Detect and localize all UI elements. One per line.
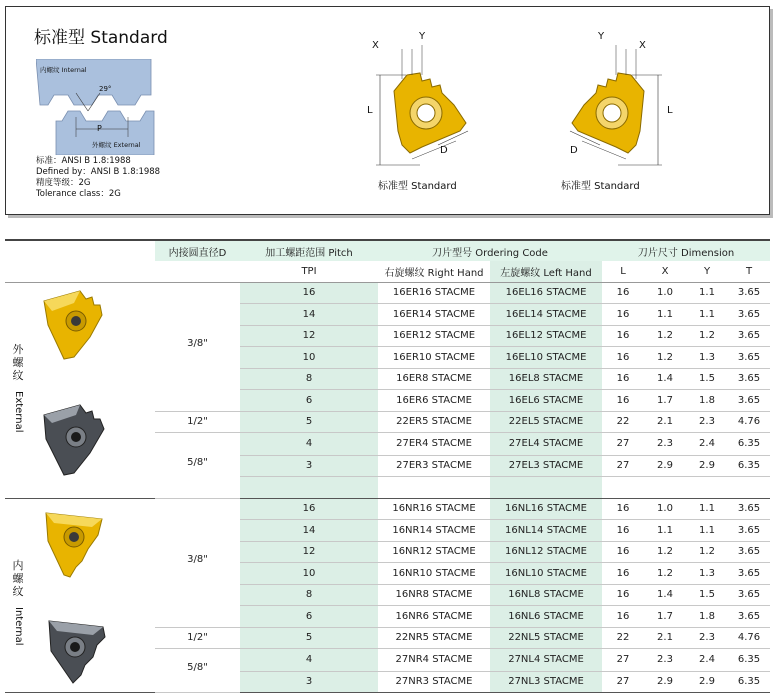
l-cell: 22 [602,627,644,649]
x-cell: 2.3 [644,433,686,456]
tpi-cell: 16 [240,282,378,304]
right-hand-code-cell: 27ER4 STACME [378,433,490,456]
dim-d-label: D [440,145,448,156]
table-row [5,498,770,520]
y-cell: 2.9 [686,455,728,477]
internal-cn-label [11,559,25,598]
left-hand-code-cell: 16EL16 STACME [490,282,602,304]
t-cell: 6.35 [728,671,770,693]
tpi-cell: 8 [240,584,378,606]
dim-y-label: Y [419,31,426,42]
left-hand-code-cell: 16NL12 STACME [490,541,602,563]
right-insert-drawing [362,35,492,175]
internal-side-cell [5,498,155,693]
y-cell: 1.3 [686,347,728,369]
x-cell: 1.7 [644,606,686,628]
y-header: Y [686,261,728,282]
y-cell: 1.2 [686,541,728,563]
l-cell: 22 [602,411,644,433]
diameter-cell: 5/8" [155,433,240,499]
right-hand-code-cell: 16ER8 STACME [378,368,490,390]
t-cell: 3.65 [728,541,770,563]
x-cell: 1.4 [644,368,686,390]
empty-cell [378,477,490,499]
left-hand-code-cell: 16NL10 STACME [490,563,602,585]
y-cell: 1.8 [686,390,728,412]
x-cell: 1.1 [644,304,686,326]
empty-cell [644,477,686,499]
t-header: T [728,261,770,282]
right-hand-code-cell: 16ER16 STACME [378,282,490,304]
tpi-cell: 10 [240,347,378,369]
x-cell: 2.3 [644,649,686,672]
right-hand-code-cell: 16ER14 STACME [378,304,490,326]
right-hand-code-cell: 16NR10 STACME [378,563,490,585]
t-cell: 4.76 [728,627,770,649]
diameter-cell: 5/8" [155,649,240,693]
x-cell: 2.9 [644,671,686,693]
x-cell: 1.1 [644,520,686,542]
l-cell: 27 [602,455,644,477]
label-char: 纹 [12,584,24,598]
left-hand-code-cell: 16NL14 STACME [490,520,602,542]
right-insert-caption: 标准型 Standard [378,181,457,192]
right-hand-code-cell: 27NR3 STACME [378,671,490,693]
tpi-cell: 12 [240,541,378,563]
angle-label: 29° [99,85,112,93]
l-cell: 16 [602,347,644,369]
empty-cell [728,477,770,499]
spec-line: 精度等级：2G [36,178,91,188]
l-cell: 27 [602,433,644,456]
right-hand-code-cell: 16NR14 STACME [378,520,490,542]
insert-table [5,239,770,693]
dim-l-label: L [667,105,673,116]
right-hand-code-cell: 16NR16 STACME [378,498,490,520]
internal-insert-dark-photo [43,611,113,687]
tpi-cell: 5 [240,627,378,649]
left-hand-code-cell: 27EL3 STACME [490,455,602,477]
l-header: L [602,261,644,282]
dimension-header: 刀片尺寸 Dimension [602,240,770,261]
x-cell: 1.2 [644,563,686,585]
left-hand-code-cell: 27NL4 STACME [490,649,602,672]
left-hand-code-cell: 16NL6 STACME [490,606,602,628]
right-hand-code-cell: 16NR8 STACME [378,584,490,606]
internal-en-label: Internal [13,606,24,646]
t-cell: 3.65 [728,304,770,326]
y-cell: 1.8 [686,606,728,628]
l-cell: 16 [602,584,644,606]
t-cell: 3.65 [728,563,770,585]
pitch-label: P [97,124,102,133]
table-row [5,282,770,304]
right-hand-code-cell: 27ER3 STACME [378,455,490,477]
l-cell: 27 [602,671,644,693]
t-cell: 6.35 [728,433,770,456]
right-hand-code-cell: 22NR5 STACME [378,627,490,649]
y-cell: 2.4 [686,649,728,672]
y-cell: 1.2 [686,325,728,347]
standard-title: 标准型 Standard [34,28,168,48]
y-cell: 1.1 [686,498,728,520]
spec-line: Defined by：ANSI B 1.8:1988 [36,167,161,177]
spec-line: 标准：ANSI B 1.8:1988 [36,156,131,166]
empty-cell [490,477,602,499]
right-hand-code-cell: 16ER6 STACME [378,390,490,412]
tpi-cell: 16 [240,498,378,520]
y-cell: 1.3 [686,563,728,585]
x-cell: 1.7 [644,390,686,412]
t-cell: 3.65 [728,520,770,542]
label-char: 螺 [12,355,24,369]
y-cell: 2.4 [686,433,728,456]
t-cell: 4.76 [728,411,770,433]
external-en-label: External [13,390,24,432]
internal-label: 内螺纹 Internal [40,66,87,74]
x-cell: 2.9 [644,455,686,477]
left-hand-code-cell: 22NL5 STACME [490,627,602,649]
t-cell: 3.65 [728,282,770,304]
l-cell: 16 [602,563,644,585]
l-cell: 16 [602,520,644,542]
y-cell: 2.9 [686,671,728,693]
tpi-cell: 6 [240,390,378,412]
x-cell: 1.0 [644,282,686,304]
right-hand-code-cell: 27NR4 STACME [378,649,490,672]
x-cell: 1.2 [644,347,686,369]
left-insert-caption: 标准型 Standard [561,181,640,192]
label-char: 纹 [12,368,24,382]
right-hand-code-cell: 22ER5 STACME [378,411,490,433]
dim-l-label: L [367,105,373,116]
t-cell: 3.65 [728,584,770,606]
l-cell: 16 [602,541,644,563]
diameter-header: 内接圆直径D [155,240,240,261]
corner-cell [5,240,155,261]
external-side-cell [5,282,155,498]
tpi-cell: 4 [240,649,378,672]
left-hand-code-cell: 16EL6 STACME [490,390,602,412]
tpi-cell: 4 [240,433,378,456]
left-hand-code-cell: 16EL14 STACME [490,304,602,326]
tpi-cell: 12 [240,325,378,347]
label-char: 外 [12,342,24,356]
l-cell: 16 [602,304,644,326]
diameter-cell: 1/2" [155,411,240,433]
tpi-cell: 14 [240,520,378,542]
t-cell: 6.35 [728,455,770,477]
tpi-cell: 14 [240,304,378,326]
t-cell: 3.65 [728,347,770,369]
y-cell: 1.5 [686,584,728,606]
l-cell: 16 [602,368,644,390]
x-cell: 1.0 [644,498,686,520]
t-cell: 3.65 [728,368,770,390]
tpi-cell: 3 [240,455,378,477]
tpi-cell: 5 [240,411,378,433]
left-insert-drawing [546,35,676,175]
tpi-cell: 3 [240,671,378,693]
tpi-cell: 6 [240,606,378,628]
left-hand-code-cell: 16NL8 STACME [490,584,602,606]
left-hand-code-cell: 27EL4 STACME [490,433,602,456]
ordering-header: 刀片型号 Ordering Code [378,240,602,261]
right-hand-code-cell: 16ER12 STACME [378,325,490,347]
external-insert-gold-photo [40,285,110,361]
left-hand-code-cell: 22EL5 STACME [490,411,602,433]
external-label: 外螺纹 External [92,141,141,149]
t-cell: 6.35 [728,649,770,672]
dim-x-label: X [372,40,379,51]
left-hand-code-cell: 27NL3 STACME [490,671,602,693]
external-section [5,282,770,498]
internal-insert-gold-photo [40,505,110,581]
l-cell: 16 [602,498,644,520]
tpi-cell: 8 [240,368,378,390]
standard-panel [5,6,770,215]
external-insert-dark-photo [40,401,110,477]
x-cell: 1.4 [644,584,686,606]
x-cell: 1.2 [644,325,686,347]
right-hand-code-cell: 16NR12 STACME [378,541,490,563]
left-hand-code-cell: 16EL8 STACME [490,368,602,390]
l-cell: 16 [602,390,644,412]
right-hand-code-cell: 16NR6 STACME [378,606,490,628]
label-char: 内 [12,558,24,572]
pitch-header: 加工螺距范围 Pitch [240,240,378,261]
left-hand-code-cell: 16NL16 STACME [490,498,602,520]
dim-x-label: X [639,40,646,51]
t-cell: 3.65 [728,498,770,520]
y-cell: 1.1 [686,304,728,326]
l-cell: 16 [602,282,644,304]
l-cell: 16 [602,606,644,628]
y-cell: 1.5 [686,368,728,390]
empty-cell [602,477,644,499]
x-header: X [644,261,686,282]
dim-y-label: Y [598,31,605,42]
right-hand-header: 右旋螺纹 Right Hand [378,261,490,282]
x-cell: 2.1 [644,627,686,649]
y-cell: 2.3 [686,411,728,433]
l-cell: 16 [602,325,644,347]
diameter-cell: 1/2" [155,627,240,649]
empty-cell [240,477,378,499]
t-cell: 3.65 [728,606,770,628]
left-hand-header: 左旋螺纹 Left Hand [490,261,602,282]
external-cn-label [11,343,25,382]
t-cell: 3.65 [728,325,770,347]
left-hand-code-cell: 16EL12 STACME [490,325,602,347]
label-char: 螺 [12,571,24,585]
t-cell: 3.65 [728,390,770,412]
y-cell: 1.1 [686,520,728,542]
right-hand-code-cell: 16ER10 STACME [378,347,490,369]
y-cell: 2.3 [686,627,728,649]
y-cell: 1.1 [686,282,728,304]
tpi-header: TPI [240,261,378,282]
diameter-cell: 3/8" [155,282,240,411]
tpi-cell: 10 [240,563,378,585]
empty-cell [686,477,728,499]
dim-d-label: D [570,145,578,156]
internal-section [5,498,770,693]
l-cell: 27 [602,649,644,672]
x-cell: 1.2 [644,541,686,563]
x-cell: 2.1 [644,411,686,433]
standard-spec-text [36,156,160,200]
diameter-cell: 3/8" [155,498,240,627]
left-hand-code-cell: 16EL10 STACME [490,347,602,369]
spec-line: Tolerance class：2G [36,189,121,199]
